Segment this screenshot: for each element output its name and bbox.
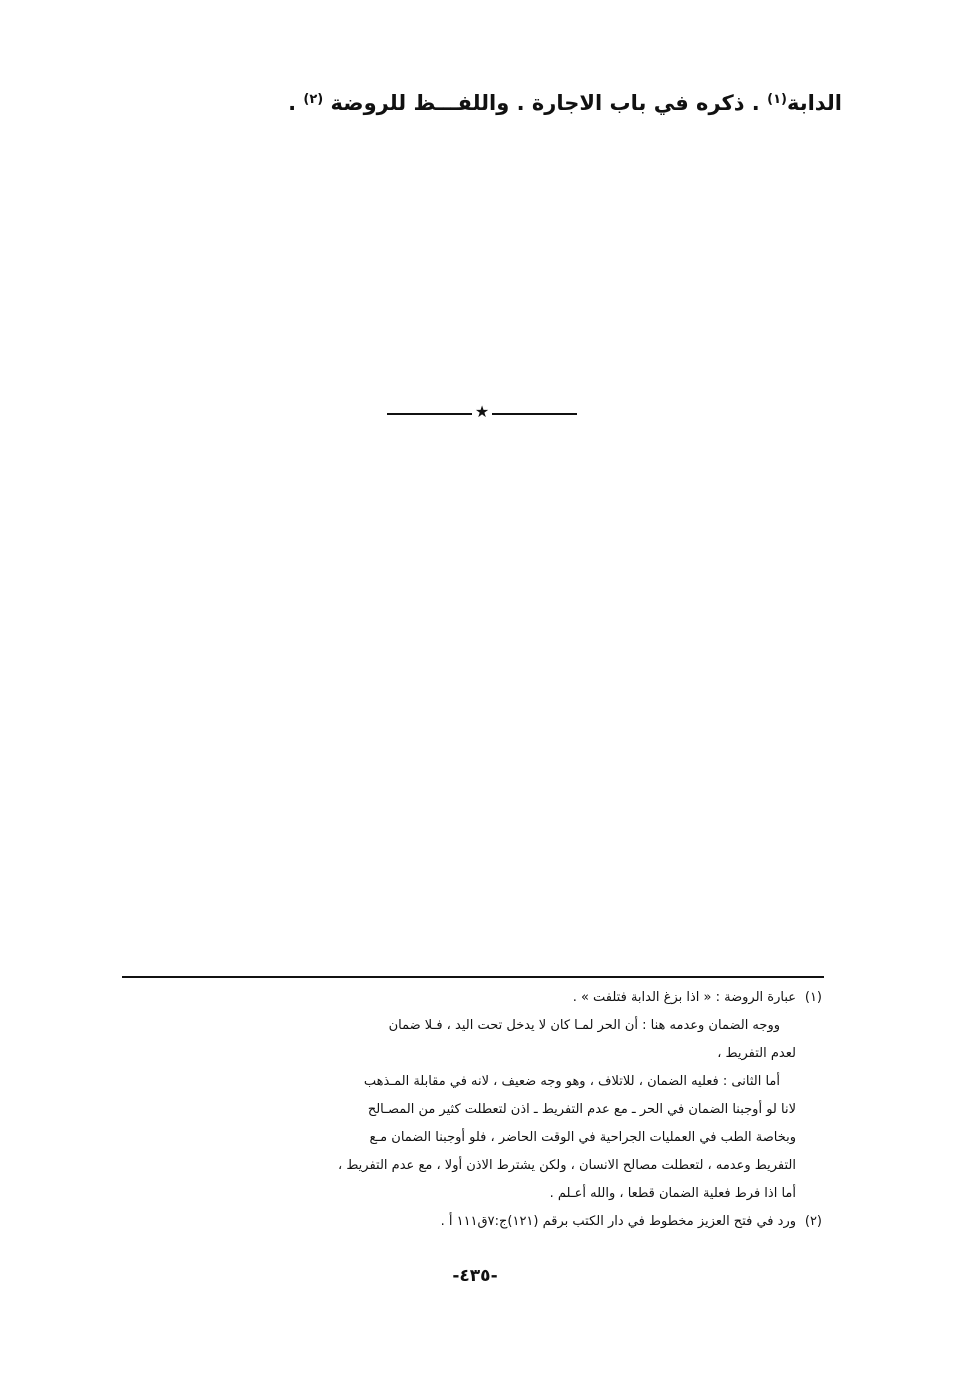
main-text-part: . ذكره في باب الاجارة . واللفـــظ للروضة <box>323 91 768 115</box>
footnote-line: أما الثانى : فعليه الضمان ، للاتلاف ، وهو وجه ضعيف ، لانه في مقابلة المـذهب <box>363 1074 780 1089</box>
footnotes <box>122 984 822 1236</box>
main-text-end: . <box>288 91 304 115</box>
main-text-part: الدابة <box>786 91 842 115</box>
page-number: -٤٣٥- <box>452 1266 498 1286</box>
footnote-line: وبخاصة الطب في العمليات الجراحية في الوقت الحاضر ، فلو أوجبنا الضمان مـع <box>369 1130 796 1145</box>
footnote-divider <box>122 976 824 978</box>
footnote-ref-1: (١) <box>767 92 787 107</box>
section-separator <box>387 404 577 424</box>
footnote-text: ورد في فتح العزيز مخطوط في دار الكتب برقم (١٢١)ج:٧ق١١١ أ . <box>440 1214 796 1229</box>
footnote-number: (٢) <box>804 1214 822 1229</box>
footnote-number: (١) <box>804 990 822 1005</box>
footnote-line: التفريط وعدمه ، لتعطلت مصالح الانسان ، ولكن يشترط الاذن أولا ، مع عدم التفريط ، <box>338 1158 796 1173</box>
footnote-1-heading <box>122 984 822 1012</box>
footnote-line: ووجه الضمان وعدمه هنا : أن الحر لمـا كان لا يدخل تحت اليد ، فـلا ضمان <box>388 1018 780 1033</box>
main-text-line <box>282 82 842 121</box>
star-icon: ★ <box>472 402 492 422</box>
footnote-line: لعدم التفريط ، <box>717 1046 796 1061</box>
footnote-text: عبارة الروضة : « اذا بزغ الدابة فتلفت » . <box>572 990 796 1005</box>
footnote-ref-2: (٢) <box>303 92 324 107</box>
footnote-2 <box>122 1208 822 1236</box>
footnote-line: أما اذا فرط فعلية الضمان قطعا ، والله أعـلم . <box>549 1186 796 1201</box>
footnote-line: لانا لو أوجبنا الضمان في الحر ـ مع عدم التفريط ـ اذن لتعطلت كثير من المصـالح <box>367 1102 796 1117</box>
